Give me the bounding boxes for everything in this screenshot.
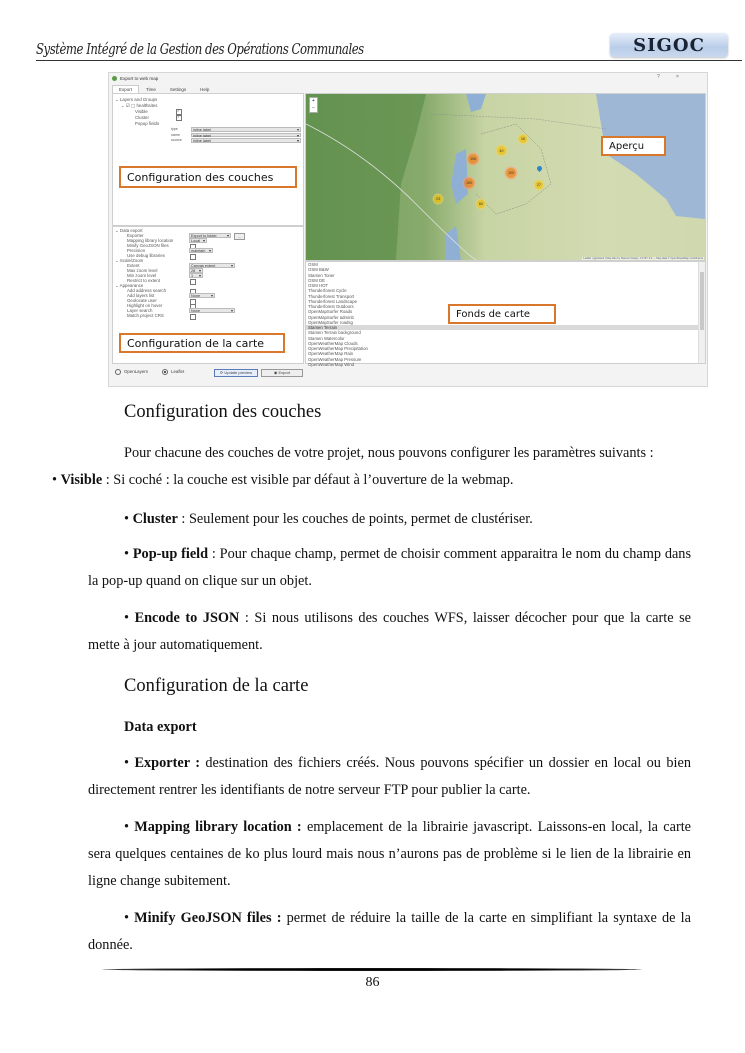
tab-export[interactable]: Export	[112, 85, 139, 94]
window-title: Export to web map	[120, 75, 159, 81]
popup-fields-label: Popup fields	[135, 121, 160, 126]
map-terrain-background	[306, 94, 705, 260]
popup-field-name-label: name	[171, 132, 180, 137]
basemap-list-item[interactable]: OpenWeatherMap Wind	[308, 361, 355, 367]
layer-search-label: Layer search	[127, 308, 153, 313]
layers-list-label: Add layers list	[127, 293, 155, 298]
min-zoom-select[interactable]: 1 ▾	[189, 273, 203, 278]
layer-healthsites-node[interactable]: ⌄ ☑ ▢ healthsites	[121, 103, 158, 108]
basemap-list-item[interactable]: Thunderforest Landscape	[308, 298, 357, 304]
map-cluster-marker[interactable]: 106	[468, 154, 478, 164]
basemap-list-item[interactable]: OpenWeatherMap Rain	[308, 351, 354, 357]
bullet-exporter: • Exporter : destination des fichiers créés. Nous pouvons spécifier un dossier en local ou bien directement rentrer les identifiants de notre serveur FTP pour publier la carte.	[88, 755, 691, 798]
subsection-title-data-export: Data export	[124, 719, 197, 735]
scrollbar-thumb[interactable]	[700, 272, 704, 330]
section-title-layers: Configuration des couches	[124, 402, 322, 422]
page-number: 86	[365, 975, 380, 990]
header-rule	[36, 60, 742, 61]
map-preview[interactable]	[305, 93, 706, 261]
precision-label: Precision	[127, 248, 146, 253]
basemap-list-scrollbar[interactable]	[698, 262, 705, 363]
max-zoom-select[interactable]: 28 ▾	[189, 268, 203, 273]
basemap-list-item[interactable]: Stamen Terrain	[306, 325, 705, 330]
dialog-bottom-bar	[112, 365, 704, 379]
cluster-checkbox[interactable]	[176, 115, 182, 121]
match-crs-checkbox[interactable]	[190, 314, 196, 320]
match-crs-label: Match project CRS	[127, 313, 164, 318]
basemap-list-item[interactable]: Stamen Toner	[308, 272, 335, 278]
bullet-cluster: • Cluster : Seulement pour les couches de points, permet de clustériser.	[124, 511, 533, 527]
basemap-list-item[interactable]: OSM HOT	[308, 283, 329, 288]
help-icon[interactable]: ?	[657, 74, 660, 80]
debug-libraries-checkbox[interactable]	[190, 254, 196, 260]
mapping-library-label: Mapping library location	[127, 238, 174, 243]
zoom-out-button[interactable]: −	[312, 105, 315, 111]
map-cluster-marker[interactable]: 27	[535, 181, 543, 189]
footer-rule	[102, 968, 642, 971]
map-town-label: ·	[506, 99, 507, 103]
leaflet-radio[interactable]: Leaflet	[162, 369, 184, 375]
popup-field-source-label: source	[171, 138, 182, 142]
qgis2web-dialog-screenshot	[108, 72, 708, 387]
layers-list-select[interactable]: None ▾	[189, 293, 215, 298]
mapping-library-select[interactable]: Local ▾	[189, 238, 207, 243]
sigoc-logo: SIGOC	[610, 33, 728, 57]
map-cluster-marker[interactable]: 23	[434, 195, 442, 203]
tab-time[interactable]: Time	[146, 87, 156, 92]
exporter-label: Exporter	[127, 233, 144, 238]
tab-help[interactable]: Help	[200, 87, 210, 92]
callout-layers-config: Configuration des couches	[119, 166, 297, 188]
basemap-list-item[interactable]: OpenWeatherMap Pressure	[308, 356, 362, 362]
precision-select[interactable]: maintain ▾	[189, 248, 213, 253]
map-attribution[interactable]: Leaflet | qgis2web | Map tiles by Stamen Design, CC BY 3.0 — Map data © OpenStreetMap contributors	[583, 257, 703, 260]
layers-groups-node[interactable]: ⌄ Layers and Groups	[115, 97, 158, 102]
scale-zoom-node[interactable]: ⌄ Scale/Zoom	[115, 258, 144, 263]
max-zoom-label: Max zoom level	[127, 268, 158, 273]
callout-map-config: Configuration de la carte	[119, 333, 285, 353]
map-cluster-marker[interactable]: 100	[506, 168, 516, 178]
bullet-encode-json: • Encode to JSON : Si nous utilisons des couches WFS, laisser décocher pour que la carte se mette à jour automatiquement.	[88, 610, 692, 653]
basemap-list-item[interactable]: OpenMapSurfer adminb	[308, 314, 354, 320]
minify-geojson-label: Minify GeoJSON files	[127, 243, 169, 248]
basemap-list-item[interactable]: OSM	[308, 262, 318, 267]
callout-basemaps: Fonds de carte	[448, 304, 556, 324]
layers-panel	[112, 93, 304, 226]
bullet-minify-geojson: • Minify GeoJSON files : permet de réduire la taille de la carte en simplifiant la syntaxe de la donnée.	[88, 910, 691, 953]
map-zoom-control	[309, 97, 318, 113]
update-preview-button[interactable]: ⟳ Update preview	[214, 369, 258, 377]
popup-field-type-select[interactable]: inline label ▾	[191, 127, 301, 132]
bullet-popup-field: • Pop-up field : Pour chaque champ, permet de choisir comment apparaitra le nom du champ dans la pop-up quand on clique sur un objet.	[88, 546, 692, 589]
basemap-list	[305, 261, 706, 367]
bullet-mapping-library: • Mapping library location : emplacement de la librairie javascript. Laissons-en local, la carte sera quelques centaines de ko plus lourd mais nous n’aurons pas de problème si le lien de la librairie en ligne change subitement.	[88, 819, 692, 889]
basemap-list-item[interactable]: OpenWeatherMap Precipitation	[308, 346, 368, 351]
tab-settings[interactable]: Settings	[169, 87, 187, 92]
appearance-node[interactable]: ⌄ Appearance	[115, 283, 144, 288]
basemap-list-item[interactable]: OSM DE	[308, 277, 325, 283]
restrict-extent-label: Restrict to extent	[127, 278, 160, 283]
section-title-map: Configuration de la carte	[124, 676, 309, 696]
highlight-hover-label: Highlight on hover	[127, 303, 163, 308]
basemap-list-item[interactable]: OpenMapSurfer roadsg	[308, 319, 353, 325]
basemap-list-item[interactable]: OpenWeatherMap Clouds	[308, 340, 358, 346]
debug-libraries-label: Use debug libraries	[127, 253, 165, 258]
qgis-app-icon	[112, 76, 117, 81]
restrict-extent-checkbox[interactable]	[190, 279, 196, 285]
extent-label: Extent	[127, 263, 140, 268]
basemap-list-item[interactable]: Thunderforest Cycle	[308, 288, 347, 294]
map-cluster-marker[interactable]: 60	[477, 200, 485, 208]
popup-field-name-select[interactable]: inline label ▾	[191, 133, 301, 138]
extent-select[interactable]: Canvas extent ▾	[189, 263, 235, 268]
document-header-title: Système Intégré de la Gestion des Opérations Communales	[36, 40, 364, 58]
exporter-browse-button[interactable]: ...	[234, 233, 245, 240]
map-cluster-marker[interactable]: 40	[497, 146, 506, 155]
callout-preview: Aperçu	[601, 136, 666, 156]
basemap-list-item[interactable]: Stamen Terrain background	[308, 330, 361, 336]
basemap-list-item[interactable]: OpenMapSurfer Roads	[308, 309, 353, 315]
export-button[interactable]: ◉ Export	[261, 369, 303, 377]
exporter-select[interactable]: Export to folder ▾	[189, 233, 231, 238]
min-zoom-label: Min zoom level	[127, 273, 157, 278]
address-search-label: Add address search	[127, 288, 167, 293]
layer-search-select[interactable]: None ▾	[189, 308, 235, 313]
zoom-in-button[interactable]: +	[312, 98, 315, 104]
basemap-list-item[interactable]: Thunderforest Transport	[308, 293, 355, 299]
popup-field-source-select[interactable]: inline label ▾	[191, 138, 301, 143]
map-cluster-marker[interactable]: 16	[519, 135, 527, 143]
intro-paragraph: Pour chacune des couches de votre projet, nous pouvons configurer les paramètres suivants : • Visible : Si coché : la couche est visible par défaut à l’ouverture de la webmap.	[52, 445, 654, 488]
basemap-list-item[interactable]: Thunderforest Outdoors	[308, 304, 354, 309]
popup-field-type-label: type	[171, 127, 178, 131]
geolocate-label: Geolocate user	[127, 298, 157, 303]
openlayers-radio[interactable]: OpenLayers	[115, 369, 148, 375]
visible-label: Visible	[135, 109, 148, 114]
basemap-list-item[interactable]: OSM B&W	[308, 267, 329, 273]
basemap-list-item[interactable]: Stamen Watercolor	[308, 335, 345, 341]
close-icon[interactable]: ×	[676, 74, 679, 80]
map-settings-panel	[112, 226, 304, 364]
cluster-label: Cluster	[135, 115, 149, 120]
data-export-node[interactable]: ⌄ Data export	[115, 228, 143, 233]
window-title-bar	[112, 74, 158, 82]
map-cluster-marker[interactable]: 150	[464, 178, 474, 188]
